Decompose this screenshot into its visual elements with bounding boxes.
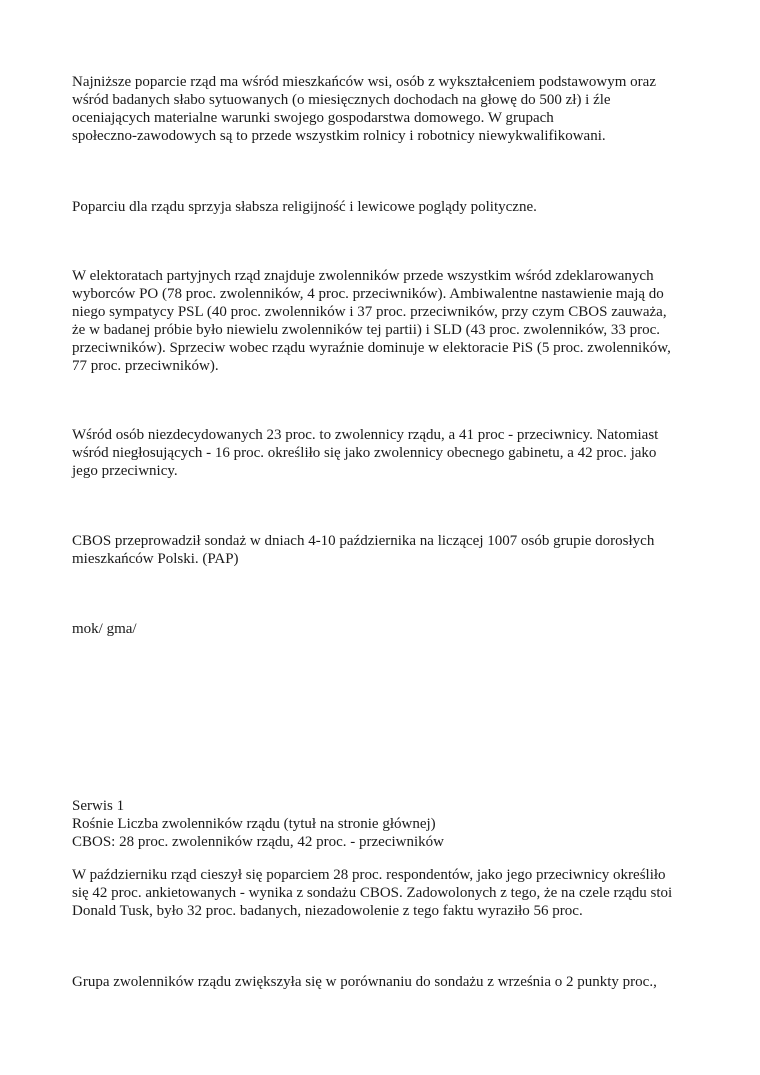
text-line: 77 proc. przeciwników). [72,358,219,374]
text-line: Donald Tusk, było 32 proc. badanych, niezadowolenie z tego faktu wyraziło 56 proc. [72,903,583,919]
text-line: W październiku rząd cieszył się poparciem 28 proc. respondentów, jako jego przeciwnicy określiło [72,867,666,883]
headline-main: Rośnie Liczba zwolenników rządu (tytuł na stronie głównej) [72,816,436,832]
text-line: mok/ gma/ [72,621,137,637]
author-signature [72,620,692,638]
text-line: wśród niegłosujących - 16 proc. określiło się jako zwolennicy obecnego gabinetu, a 42 proc. jako [72,445,657,461]
text-line: Wśród osób niezdecydowanych 23 proc. to zwolennicy rządu, a 41 proc - przeciwnicy. Natomiast [72,427,659,443]
text-line: W elektoratach partyjnych rząd znajduje zwolenników przede wszystkim wśród zdeklarowanych [72,268,654,284]
service-label: Serwis 1 [72,798,125,814]
text-line: niego sympatycy PSL (40 proc. zwolenników i 37 proc. przeciwników, przy czym CBOS zauważa, [72,304,667,320]
paragraph-october-support [72,866,692,920]
text-line: społeczno-zawodowych są to przede wszystkim rolnicy i robotnicy niewykwalifikowani. [72,128,606,144]
text-line: jego przeciwnicy. [72,463,178,479]
paragraph-undecided-voters [72,426,692,480]
text-line: Grupa zwolenników rządu zwiększyła się w porównaniu do sondażu z września o 2 punkty proc., [72,974,657,990]
text-line: Poparciu dla rządu sprzyja słabsza religijność i lewicowe poglądy polityczne. [72,199,537,215]
text-line: wyborców PO (78 proc. zwolenników, 4 proc. przeciwników). Ambiwalentne nastawienie mają do [72,286,664,302]
text-line: przeciwników). Sprzeciw wobec rządu wyraźnie dominuje w elektoracie PiS (5 proc. zwolenników, [72,340,671,356]
text-line: że w badanej próbie było niewielu zwolenników tej partii) i SLD (43 proc. zwolenników, 33 proc. [72,322,661,338]
paragraph-lowest-support [72,73,692,145]
text-line: CBOS przeprowadził sondaż w dniach 4-10 października na liczącej 1007 osób grupie dorosłych [72,533,655,549]
headline-sub: CBOS: 28 proc. zwolenników rządu, 42 proc. - przeciwników [72,834,444,850]
text-line: się 42 proc. ankietowanych - wynika z sondażu CBOS. Zadowolonych z tego, że na czele rządu stoi [72,885,673,901]
paragraph-survey-method [72,532,692,568]
paragraph-party-electorates [72,267,692,375]
text-line: Najniższe poparcie rząd ma wśród mieszkańców wsi, osób z wykształceniem podstawowym oraz [72,74,656,90]
text-line: oceniających materialne warunki swojego gospodarstwa domowego. W grupach [72,110,554,126]
paragraph-religion-views [72,198,692,216]
service-header [72,797,692,851]
text-line: wśród badanych słabo sytuowanych (o miesięcznych dochodach na głowę do 500 zł) i źle [72,92,611,108]
text-line: mieszkańców Polski. (PAP) [72,551,239,567]
paragraph-supporters-growth [72,973,692,991]
